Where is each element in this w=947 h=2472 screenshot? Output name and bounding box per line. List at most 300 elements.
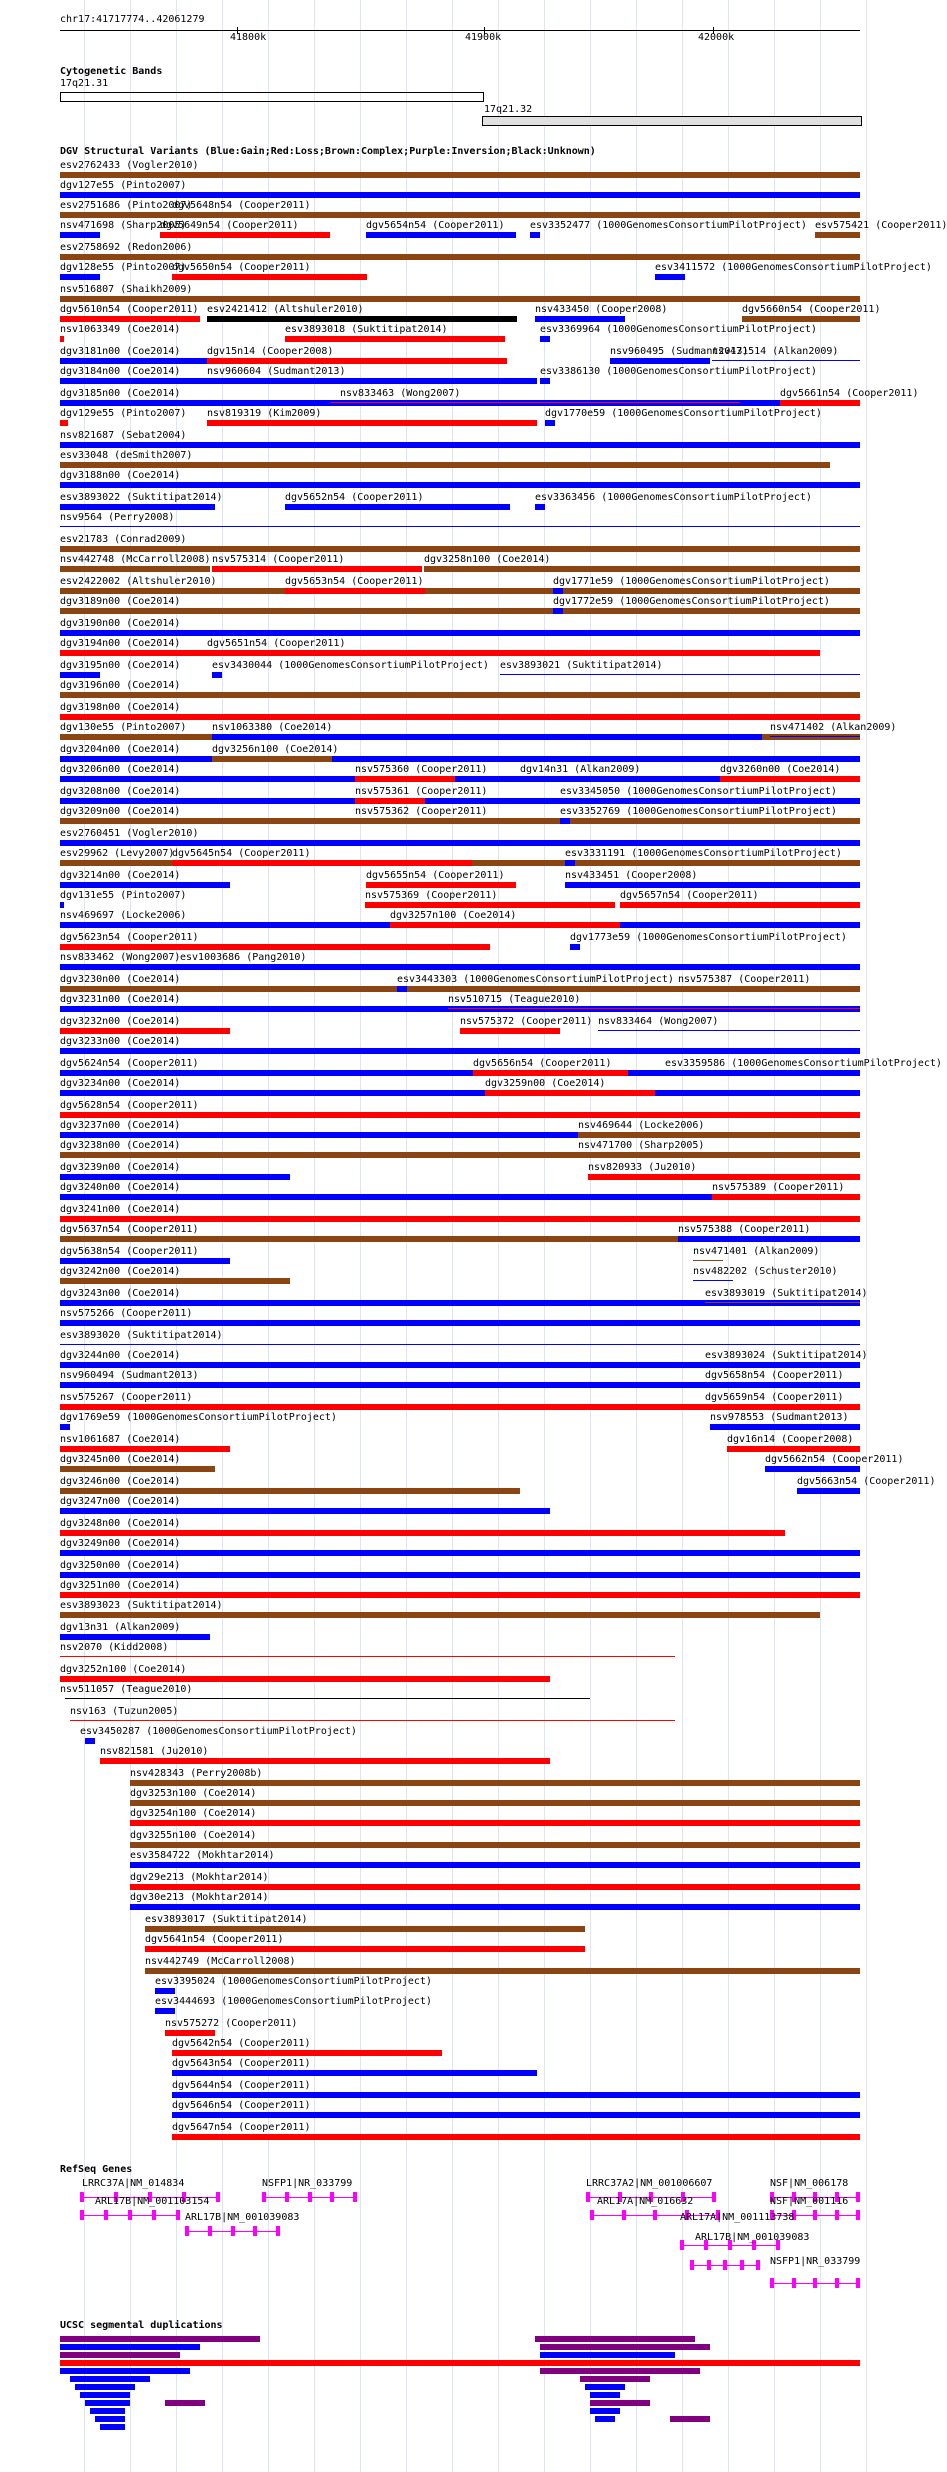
dgv-feature-bar[interactable]	[60, 1300, 860, 1306]
dgv-feature-bar[interactable]	[60, 588, 860, 594]
segdup-feature[interactable]	[80, 2392, 130, 2398]
refseq-gene-label[interactable]: NSFP1|NR_033799	[770, 2256, 861, 2267]
dgv-feature-label[interactable]: esv3893020 (Suktitipat2014)	[60, 1330, 223, 1341]
dgv-feature-label[interactable]: esv3395024 (1000GenomesConsortiumPilotProject)	[155, 1976, 432, 1987]
dgv-feature-bar[interactable]	[60, 1048, 860, 1054]
dgv-feature-label[interactable]: dgv3184n00 (Coe2014)	[60, 366, 181, 377]
dgv-feature-label[interactable]: nsv575314 (Cooper2011)	[212, 554, 345, 565]
dgv-feature-bar[interactable]	[60, 296, 860, 302]
dgv-feature-label[interactable]: nsv469697 (Locke2006)	[60, 910, 187, 921]
dgv-feature-label[interactable]: nsv575272 (Cooper2011)	[165, 2018, 298, 2029]
dgv-feature-bar[interactable]	[545, 420, 555, 426]
dgv-feature-bar[interactable]	[60, 482, 860, 488]
dgv-feature-bar[interactable]	[60, 1006, 860, 1012]
dgv-feature-bar[interactable]	[366, 232, 516, 238]
dgv-feature-label[interactable]: esv3369964 (1000GenomesConsortiumPilotProject)	[540, 324, 817, 335]
dgv-feature-bar[interactable]	[424, 566, 860, 572]
segdup-feature[interactable]	[540, 2352, 675, 2358]
dgv-feature-bar[interactable]	[145, 1968, 860, 1974]
dgv-feature-bar[interactable]	[578, 1152, 860, 1158]
dgv-feature-bar[interactable]	[330, 402, 740, 403]
dgv-feature-label[interactable]: dgv1772e59 (1000GenomesConsortiumPilotProject)	[553, 596, 830, 607]
dgv-feature-label[interactable]: nsv960495 (Sudmant2013)	[610, 346, 749, 357]
dgv-feature-label[interactable]: dgv3247n00 (Coe2014)	[60, 1496, 181, 1507]
dgv-feature-label[interactable]: dgv3238n00 (Coe2014)	[60, 1140, 181, 1151]
segdup-feature[interactable]	[70, 2376, 150, 2382]
dgv-feature-label[interactable]: dgv5653n54 (Cooper2011)	[285, 576, 424, 587]
dgv-feature-bar[interactable]	[60, 192, 860, 198]
refseq-gene-label[interactable]: NSF|NM_001116	[770, 2196, 849, 2207]
segdup-feature[interactable]	[60, 2344, 200, 2350]
dgv-feature-label[interactable]: esv3444693 (1000GenomesConsortiumPilotProject)	[155, 1996, 432, 2007]
dgv-feature-label[interactable]: esv3352477 (1000GenomesConsortiumPilotProject)	[530, 220, 807, 231]
refseq-gene-label[interactable]: ARL17B|NM_001103154	[95, 2196, 210, 2207]
dgv-feature-bar[interactable]	[530, 232, 540, 238]
dgv-feature-label[interactable]: dgv5652n54 (Cooper2011)	[285, 492, 424, 503]
dgv-feature-label[interactable]: dgv29e213 (Mokhtar2014)	[130, 1872, 269, 1883]
dgv-feature-label[interactable]: dgv3244n00 (Coe2014)	[60, 1350, 181, 1361]
dgv-feature-label[interactable]: dgv3240n00 (Coe2014)	[60, 1182, 181, 1193]
dgv-feature-label[interactable]: dgv3248n00 (Coe2014)	[60, 1518, 181, 1529]
dgv-feature-bar[interactable]	[60, 608, 860, 614]
cytoband-17q21.31[interactable]	[60, 92, 484, 102]
dgv-feature-label[interactable]: dgv5637n54 (Cooper2011)	[60, 1224, 199, 1235]
dgv-feature-label[interactable]: dgv15n14 (Cooper2008)	[207, 346, 334, 357]
dgv-feature-bar[interactable]	[720, 776, 860, 782]
dgv-feature-bar[interactable]	[60, 1320, 860, 1326]
dgv-feature-label[interactable]: esv2762433 (Vogler2010)	[60, 160, 199, 171]
dgv-feature-label[interactable]: nsv516807 (Shaikh2009)	[60, 284, 193, 295]
dgv-feature-label[interactable]: dgv5660n54 (Cooper2011)	[742, 304, 881, 315]
dgv-feature-bar[interactable]	[355, 776, 455, 782]
dgv-feature-label[interactable]: dgv5662n54 (Cooper2011)	[765, 1454, 904, 1465]
dgv-feature-label[interactable]: dgv3206n00 (Coe2014)	[60, 764, 181, 775]
dgv-feature-label[interactable]: esv3893024 (Suktitipat2014)	[705, 1350, 868, 1361]
dgv-feature-bar[interactable]	[60, 1530, 785, 1536]
dgv-feature-bar[interactable]	[60, 672, 100, 678]
segdup-feature[interactable]	[165, 2400, 205, 2406]
dgv-feature-bar[interactable]	[565, 882, 860, 888]
dgv-feature-bar[interactable]	[60, 1508, 550, 1514]
segdup-feature[interactable]	[580, 2376, 650, 2382]
dgv-feature-label[interactable]: dgv1773e59 (1000GenomesConsortiumPilotProject)	[570, 932, 847, 943]
dgv-feature-label[interactable]: dgv5663n54 (Cooper2011)	[797, 1476, 936, 1487]
dgv-feature-bar[interactable]	[60, 504, 215, 510]
dgv-feature-label[interactable]: dgv3243n00 (Coe2014)	[60, 1288, 181, 1299]
refseq-gene-label[interactable]: LRRC37A|NM_014834	[82, 2178, 185, 2189]
dgv-feature-bar[interactable]	[60, 902, 64, 908]
dgv-feature-label[interactable]: dgv129e55 (Pinto2007)	[60, 408, 187, 419]
dgv-feature-label[interactable]: nsv575360 (Cooper2011)	[355, 764, 488, 775]
dgv-feature-bar[interactable]	[770, 736, 860, 737]
dgv-feature-label[interactable]: nsv482202 (Schuster2010)	[693, 1266, 838, 1277]
dgv-feature-bar[interactable]	[60, 526, 860, 527]
dgv-feature-bar[interactable]	[130, 1884, 860, 1890]
dgv-feature-bar[interactable]	[742, 316, 860, 322]
dgv-feature-bar[interactable]	[60, 756, 860, 762]
dgv-feature-label[interactable]: dgv5654n54 (Cooper2011)	[366, 220, 505, 231]
dgv-feature-bar[interactable]	[578, 1132, 860, 1138]
dgv-feature-label[interactable]: dgv5661n54 (Cooper2011)	[780, 388, 919, 399]
dgv-feature-bar[interactable]	[60, 172, 860, 178]
dgv-feature-bar[interactable]	[500, 674, 860, 675]
dgv-feature-bar[interactable]	[212, 566, 422, 572]
dgv-feature-bar[interactable]	[207, 316, 517, 322]
dgv-feature-bar[interactable]	[710, 1424, 860, 1430]
dgv-feature-bar[interactable]	[588, 1174, 860, 1180]
dgv-feature-bar[interactable]	[560, 818, 570, 824]
dgv-feature-label[interactable]: esv3893019 (Suktitipat2014)	[705, 1288, 868, 1299]
dgv-feature-bar[interactable]	[155, 2008, 175, 2014]
dgv-feature-bar[interactable]	[540, 336, 550, 342]
segdup-feature[interactable]	[75, 2384, 135, 2390]
dgv-feature-label[interactable]: dgv3188n00 (Coe2014)	[60, 470, 181, 481]
dgv-feature-bar[interactable]	[60, 1174, 290, 1180]
dgv-feature-label[interactable]: esv33048 (deSmith2007)	[60, 450, 193, 461]
dgv-feature-bar[interactable]	[705, 1382, 860, 1388]
dgv-feature-bar[interactable]	[60, 232, 100, 238]
dgv-feature-label[interactable]: nsv960604 (Sudmant2013)	[207, 366, 346, 377]
dgv-feature-label[interactable]: esv3359586 (1000GenomesConsortiumPilotProject)	[665, 1058, 942, 1069]
dgv-feature-label[interactable]: esv3893021 (Suktitipat2014)	[500, 660, 663, 671]
dgv-feature-label[interactable]: dgv3237n00 (Coe2014)	[60, 1120, 181, 1131]
dgv-feature-bar[interactable]	[70, 1720, 675, 1721]
dgv-feature-label[interactable]: dgv5659n54 (Cooper2011)	[705, 1392, 844, 1403]
dgv-feature-bar[interactable]	[212, 734, 762, 740]
dgv-feature-label[interactable]: nsv469644 (Locke2006)	[578, 1120, 705, 1131]
dgv-feature-bar[interactable]	[355, 818, 515, 824]
dgv-feature-bar[interactable]	[448, 1008, 860, 1009]
dgv-feature-bar[interactable]	[207, 420, 537, 426]
dgv-feature-bar[interactable]	[60, 1466, 215, 1472]
dgv-feature-label[interactable]: nsv471514 (Alkan2009)	[712, 346, 839, 357]
dgv-feature-bar[interactable]	[705, 1362, 860, 1368]
dgv-feature-label[interactable]: nsv471700 (Sharp2005)	[578, 1140, 705, 1151]
segdup-feature[interactable]	[585, 2384, 625, 2390]
dgv-feature-label[interactable]: esv2422002 (Altshuler2010)	[60, 576, 217, 587]
dgv-feature-label[interactable]: dgv131e55 (Pinto2007)	[60, 890, 187, 901]
dgv-feature-label[interactable]: dgv5655n54 (Cooper2011)	[366, 870, 505, 881]
dgv-feature-bar[interactable]	[60, 1278, 290, 1284]
dgv-feature-label[interactable]: dgv5624n54 (Cooper2011)	[60, 1058, 199, 1069]
dgv-feature-bar[interactable]	[460, 1028, 560, 1034]
dgv-feature-label[interactable]: dgv5645n54 (Cooper2011)	[172, 848, 311, 859]
dgv-feature-bar[interactable]	[520, 776, 690, 782]
dgv-feature-bar[interactable]	[60, 630, 860, 636]
dgv-feature-bar[interactable]	[598, 1030, 860, 1031]
dgv-feature-label[interactable]: esv29962 (Levy2007)	[60, 848, 175, 859]
dgv-feature-bar[interactable]	[535, 504, 545, 510]
dgv-feature-bar[interactable]	[705, 1302, 860, 1303]
dgv-feature-bar[interactable]	[60, 1424, 70, 1430]
dgv-feature-label[interactable]: nsv471402 (Alkan2009)	[770, 722, 897, 733]
segdup-feature[interactable]	[590, 2400, 650, 2406]
dgv-feature-label[interactable]: nsv819319 (Kim2009)	[207, 408, 322, 419]
dgv-feature-bar[interactable]	[60, 1676, 550, 1682]
dgv-feature-bar[interactable]	[678, 986, 860, 992]
dgv-feature-label[interactable]: dgv3257n100 (Coe2014)	[390, 910, 517, 921]
dgv-feature-label[interactable]: dgv3246n00 (Coe2014)	[60, 1476, 181, 1487]
dgv-feature-bar[interactable]	[60, 546, 860, 552]
dgv-feature-label[interactable]: dgv3249n00 (Coe2014)	[60, 1538, 181, 1549]
segdup-feature[interactable]	[540, 2368, 700, 2374]
dgv-feature-bar[interactable]	[797, 1488, 860, 1494]
dgv-feature-bar[interactable]	[60, 336, 64, 342]
dgv-feature-label[interactable]: dgv5651n54 (Cooper2011)	[207, 638, 346, 649]
dgv-feature-label[interactable]: dgv3251n00 (Coe2014)	[60, 1580, 181, 1591]
dgv-feature-label[interactable]: dgv5648n54 (Cooper2011)	[172, 200, 311, 211]
segdup-feature[interactable]	[85, 2400, 130, 2406]
dgv-feature-label[interactable]: dgv5643n54 (Cooper2011)	[172, 2058, 311, 2069]
dgv-feature-label[interactable]: nsv1063380 (Coe2014)	[212, 722, 333, 733]
dgv-feature-bar[interactable]	[60, 1112, 860, 1118]
dgv-feature-label[interactable]: dgv3231n00 (Coe2014)	[60, 994, 181, 1005]
dgv-feature-label[interactable]: nsv575372 (Cooper2011)	[460, 1016, 593, 1027]
segdup-feature[interactable]	[535, 2336, 695, 2342]
dgv-feature-bar[interactable]	[565, 860, 575, 866]
dgv-feature-bar[interactable]	[727, 1446, 860, 1452]
dgv-feature-bar[interactable]	[366, 882, 516, 888]
dgv-feature-label[interactable]: esv3363456 (1000GenomesConsortiumPilotProject)	[535, 492, 812, 503]
dgv-feature-bar[interactable]	[365, 902, 615, 908]
dgv-feature-bar[interactable]	[390, 922, 620, 928]
refseq-gene-label[interactable]: LRRC37A2|NM_001006607	[586, 2178, 713, 2189]
dgv-feature-bar[interactable]	[553, 608, 563, 614]
dgv-feature-bar[interactable]	[485, 1090, 655, 1096]
dgv-feature-bar[interactable]	[60, 714, 860, 720]
dgv-feature-label[interactable]: dgv3181n00 (Coe2014)	[60, 346, 181, 357]
dgv-feature-bar[interactable]	[570, 944, 580, 950]
segdup-feature[interactable]	[60, 2336, 260, 2342]
dgv-feature-bar[interactable]	[60, 840, 860, 846]
dgv-feature-label[interactable]: dgv3234n00 (Coe2014)	[60, 1078, 181, 1089]
dgv-feature-bar[interactable]	[540, 378, 550, 384]
segdup-feature[interactable]	[90, 2408, 125, 2414]
dgv-feature-label[interactable]: esv3411572 (1000GenomesConsortiumPilotProject)	[655, 262, 932, 273]
dgv-feature-bar[interactable]	[172, 2112, 860, 2118]
dgv-feature-bar[interactable]	[780, 400, 860, 406]
dgv-feature-label[interactable]: nsv821687 (Sebat2004)	[60, 430, 187, 441]
dgv-feature-bar[interactable]	[60, 650, 820, 656]
dgv-feature-bar[interactable]	[60, 1488, 520, 1494]
dgv-feature-label[interactable]: nsv471401 (Alkan2009)	[693, 1246, 820, 1257]
dgv-feature-bar[interactable]	[815, 232, 860, 238]
dgv-feature-label[interactable]: esv3450287 (1000GenomesConsortiumPilotProject)	[80, 1726, 357, 1737]
dgv-feature-label[interactable]: nsv833464 (Wong2007)	[598, 1016, 719, 1027]
dgv-feature-label[interactable]: dgv3260n00 (Coe2014)	[720, 764, 841, 775]
dgv-feature-label[interactable]: esv2751686 (Pinto2007)	[60, 200, 193, 211]
segdup-feature[interactable]	[590, 2392, 620, 2398]
dgv-feature-label[interactable]: dgv130e55 (Pinto2007)	[60, 722, 187, 733]
dgv-feature-label[interactable]: nsv575266 (Cooper2011)	[60, 1308, 193, 1319]
dgv-feature-label[interactable]: dgv5656n54 (Cooper2011)	[473, 1058, 612, 1069]
dgv-feature-label[interactable]: esv3386130 (1000GenomesConsortiumPilotProject)	[540, 366, 817, 377]
dgv-feature-label[interactable]: dgv3230n00 (Coe2014)	[60, 974, 181, 985]
dgv-feature-bar[interactable]	[655, 274, 685, 280]
dgv-feature-bar[interactable]	[60, 1612, 820, 1618]
dgv-feature-label[interactable]: nsv575389 (Cooper2011)	[712, 1182, 845, 1193]
dgv-feature-label[interactable]: nsv575267 (Cooper2011)	[60, 1392, 193, 1403]
dgv-feature-label[interactable]: nsv575362 (Cooper2011)	[355, 806, 488, 817]
refseq-gene-label[interactable]: ARL17A|NM_001113738	[680, 2212, 795, 2223]
dgv-feature-label[interactable]: dgv127e55 (Pinto2007)	[60, 180, 187, 191]
dgv-feature-bar[interactable]	[712, 1194, 860, 1200]
dgv-feature-bar[interactable]	[207, 650, 332, 656]
dgv-feature-label[interactable]: esv1003686 (Pang2010)	[180, 952, 307, 963]
refseq-gene-label[interactable]: ARL17A|NM_016632	[597, 2196, 694, 2207]
dgv-feature-label[interactable]: dgv5650n54 (Cooper2011)	[172, 262, 311, 273]
dgv-feature-bar[interactable]	[765, 1466, 860, 1472]
dgv-feature-bar[interactable]	[60, 316, 200, 322]
dgv-feature-label[interactable]: dgv30e213 (Mokhtar2014)	[130, 1892, 269, 1903]
dgv-feature-bar[interactable]	[130, 1862, 860, 1868]
dgv-feature-bar[interactable]	[693, 1260, 723, 1261]
dgv-feature-bar[interactable]	[355, 798, 425, 804]
dgv-feature-label[interactable]: dgv3208n00 (Coe2014)	[60, 786, 181, 797]
dgv-feature-label[interactable]: dgv5623n54 (Cooper2011)	[60, 932, 199, 943]
dgv-feature-bar[interactable]	[60, 1258, 230, 1264]
segdup-feature[interactable]	[590, 2408, 620, 2414]
dgv-feature-label[interactable]: dgv3255n100 (Coe2014)	[130, 1830, 257, 1841]
dgv-feature-bar[interactable]	[60, 1344, 860, 1345]
dgv-feature-label[interactable]: esv3584722 (Mokhtar2014)	[130, 1850, 275, 1861]
dgv-feature-label[interactable]: dgv3214n00 (Coe2014)	[60, 870, 181, 881]
dgv-feature-bar[interactable]	[705, 1404, 860, 1410]
dgv-feature-label[interactable]: dgv3233n00 (Coe2014)	[60, 1036, 181, 1047]
dgv-feature-bar[interactable]	[207, 358, 507, 364]
dgv-feature-bar[interactable]	[207, 378, 537, 384]
dgv-feature-bar[interactable]	[693, 1280, 733, 1281]
dgv-feature-label[interactable]: dgv5642n54 (Cooper2011)	[172, 2038, 311, 2049]
dgv-feature-bar[interactable]	[60, 964, 860, 970]
dgv-feature-label[interactable]: dgv3232n00 (Coe2014)	[60, 1016, 181, 1027]
dgv-feature-label[interactable]: dgv3259n00 (Coe2014)	[485, 1078, 606, 1089]
dgv-feature-bar[interactable]	[155, 1988, 175, 1994]
dgv-feature-label[interactable]: dgv3245n00 (Coe2014)	[60, 1454, 181, 1465]
dgv-feature-label[interactable]: nsv575387 (Cooper2011)	[678, 974, 811, 985]
dgv-feature-label[interactable]: nsv960494 (Sudmant2013)	[60, 1370, 199, 1381]
dgv-feature-bar[interactable]	[60, 1634, 210, 1640]
dgv-feature-bar[interactable]	[60, 400, 860, 406]
dgv-feature-label[interactable]: nsv1063349 (Coe2014)	[60, 324, 181, 335]
dgv-feature-label[interactable]: dgv128e55 (Pinto2007)	[60, 262, 187, 273]
dgv-feature-bar[interactable]	[285, 588, 425, 594]
refseq-gene-label[interactable]: ARL17B|NM_001039083	[185, 2212, 300, 2223]
dgv-feature-label[interactable]: nsv9564 (Perry2008)	[60, 512, 175, 523]
dgv-feature-bar[interactable]	[60, 1028, 230, 1034]
dgv-feature-bar[interactable]	[535, 316, 625, 322]
dgv-feature-bar[interactable]	[473, 1070, 628, 1076]
dgv-feature-bar[interactable]	[165, 2030, 215, 2036]
dgv-feature-label[interactable]: nsv978553 (Sudmant2013)	[710, 1412, 849, 1423]
dgv-feature-label[interactable]: dgv3254n100 (Coe2014)	[130, 1808, 257, 1819]
dgv-feature-bar[interactable]	[60, 212, 860, 218]
dgv-feature-label[interactable]: esv2758692 (Redon2006)	[60, 242, 193, 253]
dgv-feature-bar[interactable]	[60, 1656, 675, 1657]
dgv-feature-label[interactable]: esv3893017 (Suktitipat2014)	[145, 1914, 308, 1925]
dgv-feature-bar[interactable]	[60, 692, 860, 698]
dgv-feature-label[interactable]: dgv3189n00 (Coe2014)	[60, 596, 181, 607]
dgv-feature-bar[interactable]	[85, 1738, 95, 1744]
segdup-feature[interactable]	[540, 2344, 710, 2350]
dgv-feature-label[interactable]: dgv3209n00 (Coe2014)	[60, 806, 181, 817]
dgv-feature-label[interactable]: nsv433450 (Cooper2008)	[535, 304, 668, 315]
dgv-feature-label[interactable]: dgv1770e59 (1000GenomesConsortiumPilotProject)	[545, 408, 822, 419]
dgv-feature-bar[interactable]	[60, 566, 210, 572]
dgv-feature-bar[interactable]	[60, 462, 830, 468]
dgv-feature-label[interactable]: esv3352769 (1000GenomesConsortiumPilotProject)	[560, 806, 837, 817]
dgv-feature-bar[interactable]	[172, 860, 472, 866]
dgv-feature-bar[interactable]	[678, 1236, 860, 1242]
dgv-feature-bar[interactable]	[65, 1698, 590, 1699]
dgv-feature-bar[interactable]	[60, 274, 100, 280]
dgv-feature-bar[interactable]	[60, 254, 860, 260]
dgv-feature-label[interactable]: dgv3195n00 (Coe2014)	[60, 660, 181, 671]
dgv-feature-bar[interactable]	[285, 504, 510, 510]
dgv-feature-label[interactable]: dgv14n31 (Alkan2009)	[520, 764, 641, 775]
dgv-feature-label[interactable]: dgv3241n00 (Coe2014)	[60, 1204, 181, 1215]
dgv-feature-label[interactable]: nsv575369 (Cooper2011)	[365, 890, 498, 901]
dgv-feature-label[interactable]: nsv833462 (Wong2007)	[60, 952, 181, 963]
dgv-feature-bar[interactable]	[60, 420, 68, 426]
dgv-feature-label[interactable]: nsv1061687 (Coe2014)	[60, 1434, 181, 1445]
segdup-feature[interactable]	[60, 2352, 180, 2358]
dgv-feature-label[interactable]: nsv820933 (Ju2010)	[588, 1162, 697, 1173]
dgv-feature-label[interactable]: nsv821581 (Ju2010)	[100, 1746, 209, 1757]
dgv-feature-label[interactable]: dgv5658n54 (Cooper2011)	[705, 1370, 844, 1381]
dgv-feature-label[interactable]: esv21783 (Conrad2009)	[60, 534, 187, 545]
dgv-feature-bar[interactable]	[712, 360, 860, 361]
segdup-feature[interactable]	[60, 2360, 860, 2366]
dgv-feature-label[interactable]: esv3893018 (Suktitipat2014)	[285, 324, 448, 335]
dgv-feature-bar[interactable]	[620, 902, 860, 908]
dgv-feature-label[interactable]: dgv3185n00 (Coe2014)	[60, 388, 181, 399]
dgv-feature-label[interactable]: dgv1769e59 (1000GenomesConsortiumPilotProject)	[60, 1412, 337, 1423]
dgv-feature-label[interactable]: esv3430044 (1000GenomesConsortiumPilotProject)	[212, 660, 489, 671]
dgv-feature-bar[interactable]	[100, 1758, 550, 1764]
dgv-feature-label[interactable]: dgv3194n00 (Coe2014)	[60, 638, 181, 649]
dgv-feature-bar[interactable]	[60, 1550, 860, 1556]
dgv-feature-bar[interactable]	[160, 232, 330, 238]
dgv-feature-bar[interactable]	[60, 1070, 860, 1076]
dgv-feature-label[interactable]: nsv575361 (Cooper2011)	[355, 786, 488, 797]
dgv-feature-label[interactable]: dgv5628n54 (Cooper2011)	[60, 1100, 199, 1111]
dgv-feature-label[interactable]: esv3443303 (1000GenomesConsortiumPilotProject)	[397, 974, 674, 985]
dgv-feature-bar[interactable]	[130, 1780, 860, 1786]
dgv-feature-bar[interactable]	[130, 1904, 860, 1910]
dgv-feature-bar[interactable]	[172, 2050, 442, 2056]
segdup-feature[interactable]	[60, 2368, 190, 2374]
segdup-feature[interactable]	[670, 2416, 710, 2422]
dgv-feature-label[interactable]: nsv510715 (Teague2010)	[448, 994, 581, 1005]
dgv-feature-label[interactable]: esv2760451 (Vogler2010)	[60, 828, 199, 839]
dgv-feature-label[interactable]: dgv5644n54 (Cooper2011)	[172, 2080, 311, 2091]
dgv-feature-bar[interactable]	[60, 442, 860, 448]
dgv-feature-label[interactable]: esv3893023 (Suktitipat2014)	[60, 1600, 223, 1611]
dgv-feature-label[interactable]: esv3345050 (1000GenomesConsortiumPilotProject)	[560, 786, 837, 797]
dgv-feature-label[interactable]: nsv471698 (Sharp2005)	[60, 220, 187, 231]
dgv-feature-label[interactable]: dgv5641n54 (Cooper2011)	[145, 1934, 284, 1945]
dgv-feature-label[interactable]: dgv3190n00 (Coe2014)	[60, 618, 181, 629]
dgv-feature-bar[interactable]	[60, 798, 860, 804]
dgv-feature-label[interactable]: nsv511057 (Teague2010)	[60, 1684, 193, 1695]
dgv-feature-label[interactable]: dgv16n14 (Cooper2008)	[727, 1434, 854, 1445]
dgv-feature-label[interactable]: esv3331191 (1000GenomesConsortiumPilotProject)	[565, 848, 842, 859]
dgv-feature-bar[interactable]	[665, 1070, 675, 1076]
cytoband-17q21.32[interactable]	[482, 116, 862, 126]
dgv-feature-label[interactable]: dgv3258n100 (Coe2014)	[424, 554, 551, 565]
dgv-feature-label[interactable]: esv575421 (Cooper2011)	[815, 220, 947, 231]
